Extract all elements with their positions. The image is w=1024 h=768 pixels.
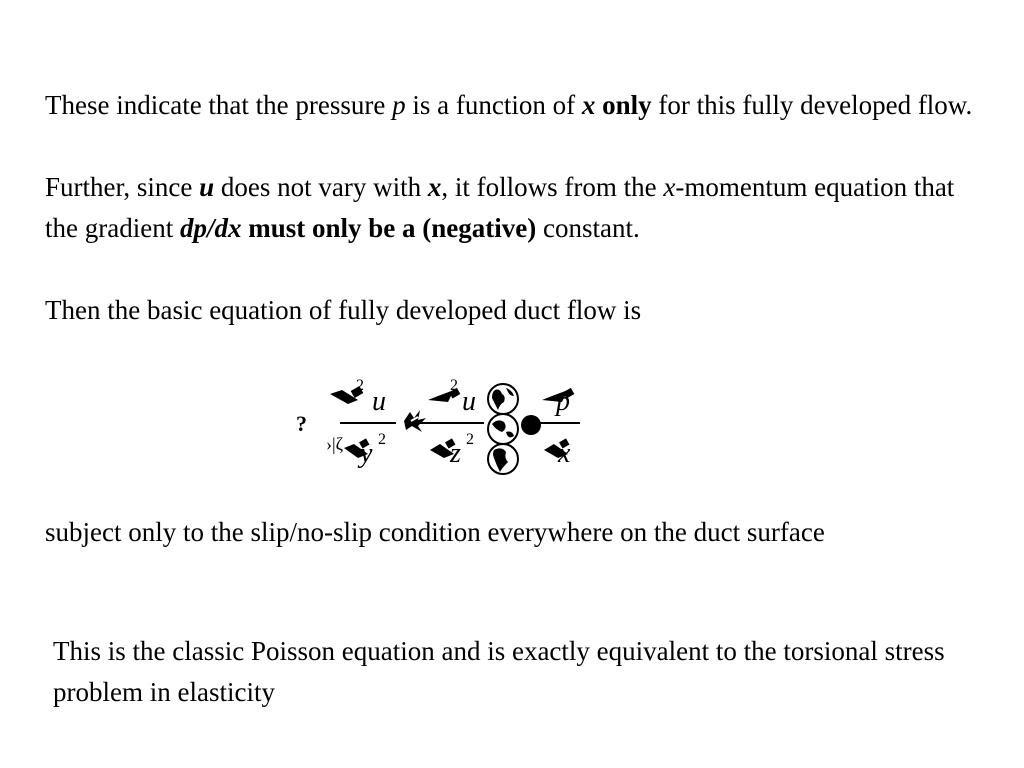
fraction-bar — [536, 422, 580, 424]
variable-p: p — [392, 90, 406, 120]
fraction-bar — [340, 422, 396, 424]
cross-mark-icon — [402, 408, 428, 434]
paren-open: ( — [415, 213, 432, 243]
emphasis-negative: negative — [431, 213, 528, 243]
variable-x: x — [663, 172, 676, 202]
exponent: 2 — [356, 377, 364, 394]
variable-x: x — [427, 172, 442, 202]
variable-u: u — [199, 172, 215, 202]
numerator-variable-u: u — [462, 386, 476, 417]
fraction-bar — [420, 422, 484, 424]
denominator-variable-x: x — [558, 438, 571, 469]
paragraph-basic-equation-intro: Then the basic equation of fully developed duct flow is — [45, 295, 642, 325]
paragraph-poisson-note: This is the classic Poisson equation and is exactly equivalent to the torsional stress problem in elasticity — [53, 636, 945, 707]
globe-icon — [486, 382, 520, 416]
variable-x: x — [581, 90, 596, 120]
denominator-variable-y: y — [360, 438, 373, 469]
text: Further, since — [45, 172, 200, 202]
equation-prefix-mark: ? — [296, 411, 307, 436]
text: for this fully developed flow. — [651, 90, 973, 120]
numerator-variable-u: u — [372, 386, 386, 417]
paragraph-boundary-condition: subject only to the slip/no-slip condition everywhere on the duct surface — [45, 517, 825, 547]
text: These indicate that the pressure — [45, 90, 393, 120]
text: , it follows from the — [441, 172, 664, 202]
bracket-mark-icon: ›|ζ — [326, 434, 344, 454]
text: does not vary with — [214, 172, 428, 202]
emphasis-must-only: must only be a — [241, 213, 416, 243]
gradient-dp-dx: dp/dx — [179, 213, 242, 243]
paren-close: ) — [527, 213, 537, 243]
emphasis-only: only — [595, 90, 652, 120]
exponent: 2 — [450, 377, 458, 394]
exponent: 2 — [378, 431, 386, 448]
denominator-variable-z: z — [450, 438, 461, 469]
globe-icon — [486, 412, 520, 446]
poisson-equation — [290, 378, 590, 478]
paragraph-pressure-function — [45, 85, 985, 126]
numerator-variable-p: p — [556, 386, 570, 417]
text: -momentum equation that the gradient — [45, 172, 955, 243]
text: is a function of — [405, 90, 582, 120]
paragraph-gradient-constant — [45, 167, 985, 249]
exponent: 2 — [466, 431, 474, 448]
globe-icon — [486, 442, 520, 476]
text: constant. — [536, 213, 640, 243]
bullet-icon — [520, 414, 542, 436]
